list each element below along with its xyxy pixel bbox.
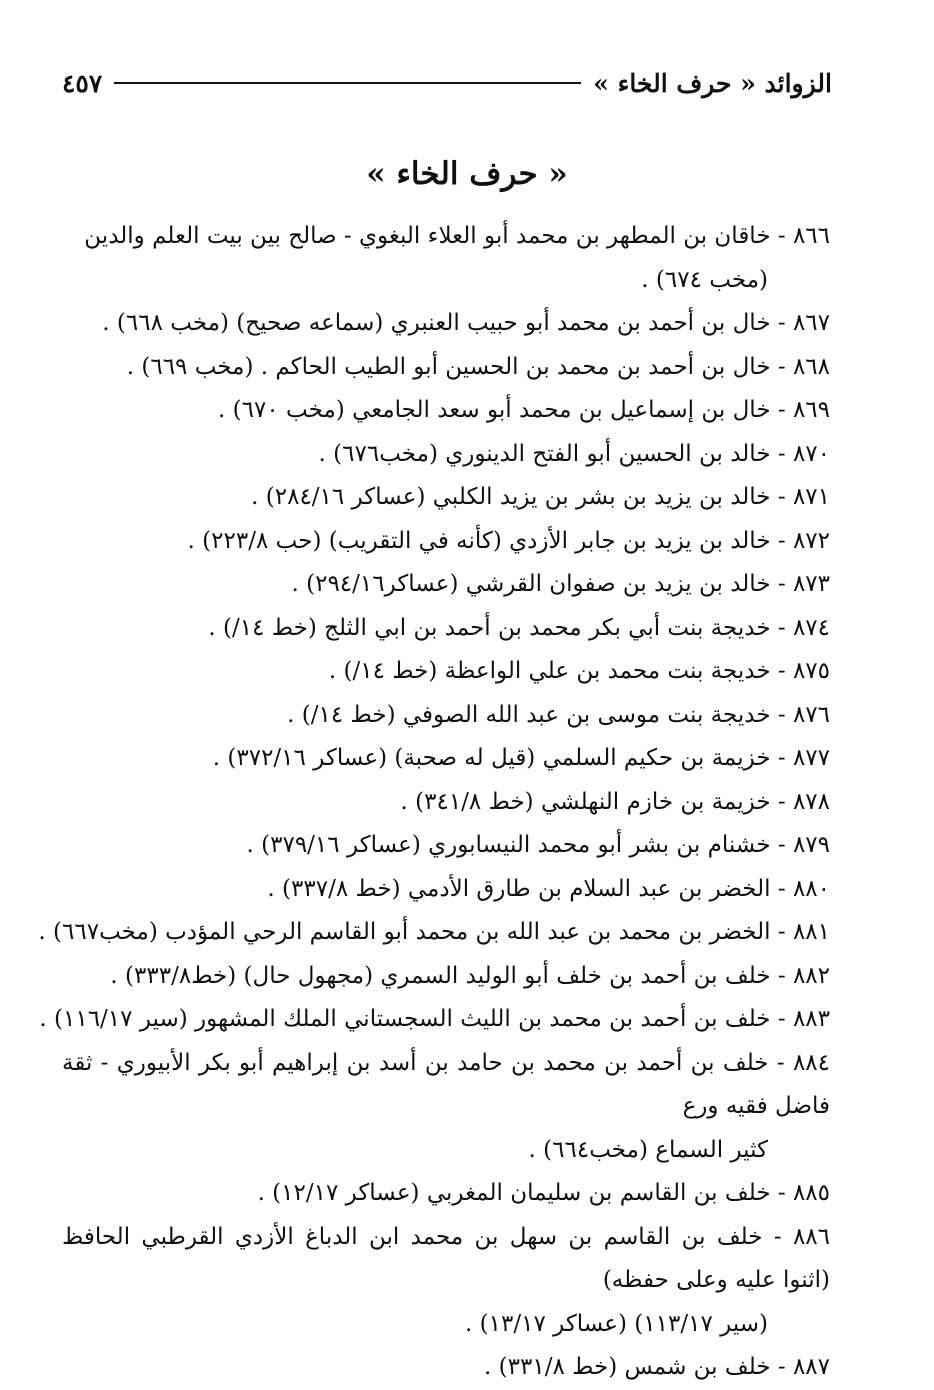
entry-item <box>62 1216 830 1347</box>
entry-item <box>62 824 830 868</box>
entry-item <box>62 737 830 781</box>
entry-item <box>62 781 830 825</box>
entry-text: ٨٧٥ - خديجة بنت محمد بن علي الواعظة (خط ١٤/) . <box>328 658 830 684</box>
entry-item <box>62 520 830 564</box>
entry-text: ٨٧٦ - خديجة بنت موسى بن عبد الله الصوفي (خط ١٤/) . <box>287 701 830 728</box>
entry-item <box>62 694 830 738</box>
entry-item <box>62 389 830 433</box>
entry-continuation: (سير ١١٣/١٧) (عساكر ١٣/١٧) . <box>465 1310 768 1337</box>
entry-text: ٨٨١ - الخضر بن محمد بن عبد الله بن محمد أبو القاسم الرحي المؤدب (مخب٦٦٧) . <box>38 919 830 945</box>
entry-item <box>62 476 830 520</box>
entry-text: ٨٧٤ - خديجة بنت أبي بكر محمد بن أحمد بن ابي الثلج (خط ١٤/) . <box>208 614 830 641</box>
entry-text: ٨٧٧ - خزيمة بن حكيم السلمي (قيل له صحبة) (عساكر ٣٧٢/١٦) . <box>212 745 830 771</box>
entry-item <box>62 650 830 694</box>
entry-item <box>62 1042 830 1173</box>
entry-text: ٨٦٦ - خاقان بن المطهر بن محمد أبو العلاء البغوي - صالح بين بيت العلم والدين <box>84 223 830 249</box>
entry-item <box>62 215 830 302</box>
page-number: ٤٥٧ <box>62 68 103 98</box>
entry-text: ٨٨٤ - خلف بن أحمد بن محمد بن حامد بن أسد بن إبراهيم أبو بكر الأبيوري - ثقة فاضل فقيه ورع <box>62 1049 830 1119</box>
entry-text: ٨٦٩ - خال بن إسماعيل بن محمد أبو سعد الجامعي (مخب ٦٧٠) . <box>218 397 830 423</box>
entry-text: ٨٨٣ - خلف بن أحمد بن محمد بن الليث السجستاني الملك المشهور (سير ١١٦/١٧) . <box>39 1006 830 1032</box>
entry-text: ٨٨٧ - خلف بن شمس (خط ٣٣١/٨) . <box>484 1354 830 1380</box>
entry-item <box>62 868 830 912</box>
entry-text: ٨٧٩ - خشنام بن بشر أبو محمد النيسابوري (عساكر ٣٧٩/١٦) . <box>246 832 830 858</box>
entry-text: ٨٨٦ - خلف بن القاسم بن سهل بن محمد ابن الدباغ الأزدي القرطبي الحافظ (اثنوا عليه وعلى حفظه) <box>62 1223 830 1293</box>
entry-text: ٨٦٨ - خال بن أحمد بن محمد بن الحسين أبو الطيب الحاكم . (مخب ٦٦٩) . <box>126 353 830 380</box>
running-header <box>62 60 832 106</box>
entry-continuation: (مخب ٦٧٤) . <box>641 266 768 293</box>
entry-item <box>62 1172 830 1216</box>
entry-item <box>62 607 830 651</box>
entry-item <box>62 433 830 477</box>
entry-text: ٨٧١ - خالد بن يزيد بن بشر بن يزيد الكلبي (عساكر ٢٨٤/١٦) . <box>251 484 830 510</box>
header-rule <box>114 82 581 84</box>
entry-text: ٨٨٥ - خلف بن القاسم بن سليمان المغربي (عساكر ١٢/١٧) . <box>257 1180 830 1206</box>
entry-item <box>62 1346 830 1390</box>
entry-continuation: كثير السماع (مخب٦٦٤) . <box>528 1136 768 1163</box>
entry-item <box>38 911 830 955</box>
entry-text: ٨٧٣ - خالد بن يزيد بن صفوان القرشي (عساكر٢٩٤/١٦) . <box>291 571 830 597</box>
entry-item <box>62 955 830 999</box>
entry-item <box>62 346 830 390</box>
entry-text: ٨٨٠ - الخضر بن عبد السلام بن طارق الأدمي (خط ٣٣٧/٨) . <box>267 875 830 902</box>
running-title: الزوائد « حرف الخاء » <box>593 68 832 98</box>
entry-text: ٨٨٢ - خلف بن أحمد بن خلف أبو الوليد السمري (مجهول حال) (خط٣٣٣/٨) . <box>110 962 830 989</box>
entry-list <box>38 215 830 1390</box>
entry-text: ٨٧٠ - خالد بن الحسين أبو الفتح الدينوري (مخب٦٧٦) . <box>318 440 830 467</box>
entry-text: ٨٧٢ - خالد بن يزيد بن جابر الأزدي (كأنه في التقريب) (حب ٢٢٣/٨) . <box>187 527 830 554</box>
section-title: « حرف الخاء » <box>366 156 568 192</box>
entry-text: ٨٦٧ - خال بن أحمد بن محمد أبو حبيب العنبري (سماعه صحيح) (مخب ٦٦٨) . <box>102 310 830 336</box>
entry-item <box>62 563 830 607</box>
entry-item <box>39 998 830 1042</box>
entry-item <box>62 302 830 346</box>
entry-text: ٨٧٨ - خزيمة بن خازم النهلشي (خط ٣٤١/٨) . <box>400 788 830 815</box>
